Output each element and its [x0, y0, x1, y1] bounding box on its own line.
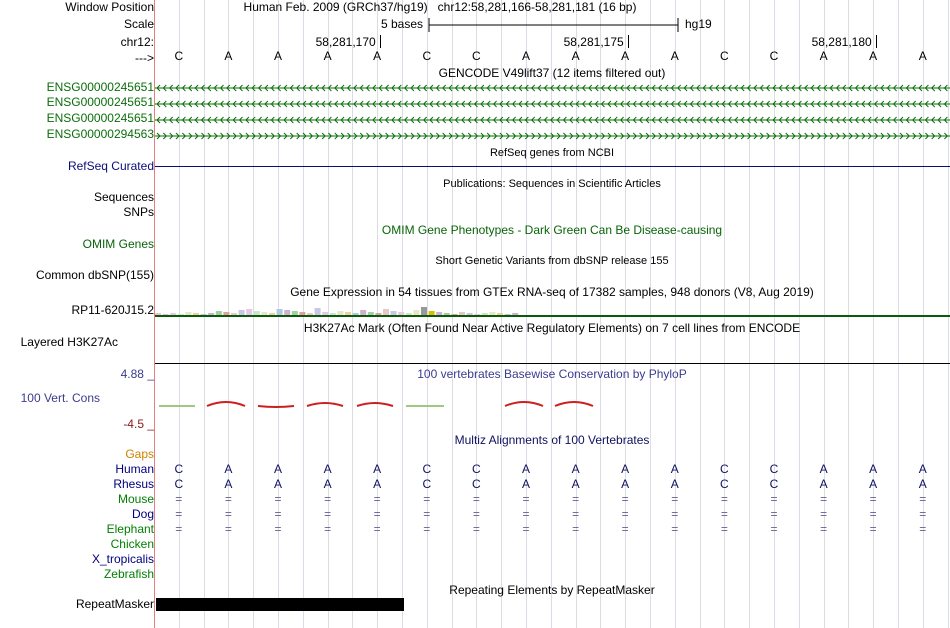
alignment-base: C — [422, 477, 432, 491]
alignment-base: = — [770, 507, 778, 521]
alignment-base: = — [175, 522, 183, 536]
species-label[interactable]: Elephant — [106, 522, 154, 536]
h3k27ac-baseline — [155, 363, 950, 364]
gtex-tissue-bar[interactable] — [307, 313, 313, 315]
alignment-base: = — [373, 507, 381, 521]
refseq-gene-line[interactable] — [155, 166, 950, 167]
alignment-base: = — [572, 522, 580, 536]
alignment-base: A — [869, 477, 878, 491]
repeat-element-block[interactable] — [156, 598, 404, 611]
gtex-tissue-bar[interactable] — [360, 310, 366, 315]
sequence-base: C — [472, 49, 481, 63]
gtex-tissue-bar[interactable] — [436, 312, 442, 315]
gtex-tissue-bar[interactable] — [353, 313, 359, 315]
gtex-tissue-bar[interactable] — [246, 309, 252, 315]
sequence-base: C — [422, 49, 432, 63]
sequence-base: A — [373, 49, 382, 63]
gtex-tissue-bar[interactable] — [170, 313, 176, 315]
alignment-base: C — [720, 462, 729, 476]
alignment-base: C — [174, 477, 184, 491]
cons-score-segment — [307, 403, 343, 406]
alignment-base: = — [423, 522, 431, 536]
label-omim[interactable]: OMIM Genes — [82, 237, 154, 251]
repeatmasker-title: Repeating Elements by RepeatMasker — [449, 583, 655, 597]
multiz-title: Multiz Alignments of 100 Vertebrates — [454, 433, 650, 447]
alignment-base: A — [918, 462, 927, 476]
dbsnp-title: Short Genetic Variants from dbSNP release 155 — [435, 255, 669, 267]
gtex-tissue-bar[interactable] — [429, 311, 435, 315]
alignment-base: = — [820, 492, 828, 506]
sequence-base: A — [869, 49, 878, 63]
alignment-base: = — [472, 492, 480, 506]
gene-track-line[interactable] — [155, 133, 950, 139]
sequence-base: A — [521, 49, 530, 63]
species-label[interactable]: Human — [115, 462, 154, 476]
gtex-tissue-bar[interactable] — [269, 313, 275, 315]
cons-title: 100 vertebrates Basewise Conservation by PhyloP — [417, 367, 687, 381]
gtex-tissue-bar[interactable] — [375, 313, 381, 315]
sequence-base: A — [273, 49, 282, 63]
ruler-tick-label: 58,281,175 — [563, 35, 624, 49]
gtex-tissue-bar[interactable] — [284, 310, 290, 315]
alignment-base: = — [423, 507, 431, 521]
gtex-tissue-bar[interactable] — [216, 311, 222, 315]
label-gene-4[interactable]: ENSG00000294563 — [46, 127, 154, 141]
gtex-tissue-bar[interactable] — [398, 312, 404, 315]
alignment-base: = — [820, 522, 828, 536]
ruler-tick-label: 58,281,170 — [315, 35, 376, 49]
gtex-tissue-bar[interactable] — [208, 313, 214, 315]
gtex-tissue-bar[interactable] — [254, 311, 260, 315]
gtex-tissue-bar[interactable] — [223, 312, 229, 315]
label-cons[interactable]: 100 Vert. Cons — [20, 391, 100, 405]
alignment-base: A — [621, 462, 630, 476]
label-cons-max: 4.88 _ — [120, 367, 154, 381]
label-strand-arrow[interactable]: ---> — [135, 51, 154, 65]
alignment-base: = — [373, 492, 381, 506]
label-chrom[interactable]: chr12: — [120, 35, 154, 49]
alignment-base: = — [373, 522, 381, 536]
cons-score-segment — [258, 406, 294, 407]
alignment-base: = — [770, 492, 778, 506]
gtex-tissue-bar[interactable] — [368, 312, 374, 315]
gtex-tissue-bar[interactable] — [330, 313, 336, 315]
species-label[interactable]: Zebrafish — [103, 567, 154, 581]
label-window-position[interactable]: Window Position — [65, 0, 154, 14]
gtex-tissue-bar[interactable] — [459, 312, 465, 315]
gtex-tissue-bar[interactable] — [231, 313, 237, 315]
alignment-base: A — [670, 462, 679, 476]
cons-score-segment — [505, 402, 543, 406]
alignment-base: C — [720, 477, 729, 491]
alignment-base: A — [670, 477, 679, 491]
alignment-base: = — [274, 522, 282, 536]
alignment-base: = — [720, 507, 728, 521]
label-gene-1[interactable]: ENSG00000245651 — [46, 80, 154, 94]
alignment-base: A — [819, 462, 828, 476]
alignment-base: = — [175, 507, 183, 521]
cons-score-segment — [555, 402, 593, 406]
label-repeatmasker[interactable]: RepeatMasker — [75, 597, 154, 611]
alignment-base: = — [671, 507, 679, 521]
gtex-tissue-bar[interactable] — [345, 312, 351, 315]
alignment-base: = — [224, 522, 232, 536]
label-scale[interactable]: Scale — [123, 17, 154, 31]
gtex-tissue-bar[interactable] — [413, 310, 419, 315]
alignment-base: = — [522, 492, 530, 506]
alignment-base: A — [373, 462, 382, 476]
alignment-base: = — [224, 507, 232, 521]
alignment-base: A — [571, 462, 580, 476]
alignment-base: A — [273, 462, 282, 476]
alignment-base: = — [919, 492, 927, 506]
sequence-base: A — [670, 49, 679, 63]
gtex-tissue-bar[interactable] — [421, 307, 427, 315]
gtex-tissue-bar[interactable] — [185, 312, 191, 315]
alignment-base: = — [820, 507, 828, 521]
label-h3k27ac[interactable]: Layered H3K27Ac — [20, 335, 118, 349]
alignment-base: A — [373, 477, 382, 491]
h3k27ac-title: H3K27Ac Mark (Often Found Near Active Regulatory Elements) on 7 cell lines from ENCODE — [303, 321, 801, 335]
alignment-base: A — [918, 477, 927, 491]
alignment-base: A — [521, 477, 530, 491]
cons-score-segment — [357, 403, 393, 406]
label-gene-2[interactable]: ENSG00000245651 — [46, 95, 154, 109]
position-range: chr12:58,281,166-58,281,181 (16 bp) — [437, 0, 637, 14]
gencode-genes[interactable] — [155, 80, 950, 150]
sequence-base: A — [918, 49, 927, 63]
gencode-title: GENCODE V49lift37 (12 items filtered out) — [438, 66, 666, 80]
label-gtex-gene[interactable]: RP11-620J15.2 — [71, 303, 154, 317]
label-snps[interactable]: SNPs — [123, 205, 154, 219]
alignment-base: = — [869, 522, 877, 536]
gtex-tissue-bar[interactable] — [383, 309, 389, 315]
scale-db: hg19 — [685, 17, 712, 31]
species-label[interactable]: Dog — [131, 507, 154, 521]
alignment-base: C — [472, 462, 481, 476]
gtex-tissue-bar[interactable] — [239, 310, 245, 315]
alignment-base: A — [621, 477, 630, 491]
scale-text: 5 bases — [380, 17, 424, 31]
label-sequences[interactable]: Sequences — [93, 190, 154, 204]
gtex-tissue-bar[interactable] — [322, 312, 328, 315]
gtex-tissue-bar[interactable] — [201, 314, 207, 315]
gtex-tissue-bar[interactable] — [299, 312, 305, 315]
alignment-base: = — [621, 507, 629, 521]
label-gaps[interactable]: Gaps — [125, 447, 154, 461]
ruler-tick-mark — [628, 35, 629, 48]
alignment-base: C — [769, 462, 779, 476]
assembly-title — [244, 0, 637, 15]
gene-track-line[interactable] — [155, 101, 950, 107]
alignment-base: C — [174, 462, 184, 476]
gtex-tissue-bar[interactable] — [505, 314, 511, 315]
gtex-tissue-bar[interactable] — [482, 313, 488, 315]
sequence-base: C — [769, 49, 779, 63]
alignment-base: = — [572, 492, 580, 506]
species-label[interactable]: Mouse — [117, 492, 154, 506]
alignment-base: = — [572, 507, 580, 521]
gtex-tissue-bar[interactable] — [292, 311, 298, 315]
gtex-tissue-bar[interactable] — [261, 312, 267, 315]
gtex-tissue-bar[interactable] — [155, 313, 161, 315]
gtex-tissue-bar[interactable] — [451, 314, 457, 315]
alignment-base: C — [472, 477, 481, 491]
sequence-base: A — [571, 49, 580, 63]
ruler-tick-mark — [876, 35, 877, 48]
gtex-bars[interactable] — [155, 303, 950, 317]
cons-score-segment — [207, 402, 245, 406]
sequence-base: A — [819, 49, 828, 63]
alignment-base: = — [919, 507, 927, 521]
gtex-tissue-bar[interactable] — [406, 313, 412, 315]
gtex-tissue-bar[interactable] — [193, 313, 199, 315]
alignment-base: = — [869, 492, 877, 506]
assembly-name: Human Feb. 2009 (GRCh37/hg19) — [243, 0, 428, 14]
gtex-tissue-bar[interactable] — [512, 313, 518, 315]
alignment-base: = — [274, 492, 282, 506]
cons-wiggle[interactable] — [155, 398, 950, 418]
gene-track-line[interactable] — [155, 85, 950, 91]
ruler-tick-label: 58,281,180 — [811, 35, 872, 49]
gtex-title: Gene Expression in 54 tissues from GTEx RNA-seq of 17382 samples, 948 donors (V8, Aug 2019) — [290, 285, 814, 299]
alignment-base: A — [273, 477, 282, 491]
alignment-base: = — [770, 522, 778, 536]
sequence-base: A — [621, 49, 630, 63]
alignment-base: = — [324, 522, 332, 536]
alignment-base: A — [323, 477, 332, 491]
alignment-base: = — [919, 522, 927, 536]
species-label[interactable]: X_tropicalis — [91, 552, 154, 566]
alignment-base: = — [720, 492, 728, 506]
label-refseq[interactable]: RefSeq Curated — [67, 159, 154, 173]
ruler-tick-mark — [380, 35, 381, 48]
gtex-tissue-bar[interactable] — [337, 311, 343, 315]
gene-track-line[interactable] — [155, 117, 950, 123]
alignment-base: = — [720, 522, 728, 536]
label-dbsnp[interactable]: Common dbSNP(155) — [35, 268, 154, 282]
alignment-base: = — [175, 492, 183, 506]
alignment-base: A — [224, 477, 233, 491]
alignment-base: A — [819, 477, 828, 491]
alignment-base: = — [224, 492, 232, 506]
alignment-base: = — [522, 507, 530, 521]
omim-title: OMIM Gene Phenotypes - Dark Green Can Be Disease-causing — [381, 223, 723, 237]
alignment-base: A — [869, 462, 878, 476]
scale-bar — [425, 16, 685, 36]
gtex-tissue-bar[interactable] — [467, 313, 473, 315]
alignment-base: A — [521, 462, 530, 476]
sequence-base: C — [174, 49, 184, 63]
alignment-base: = — [869, 507, 877, 521]
refseq-title: RefSeq genes from NCBI — [489, 147, 615, 159]
gtex-tissue-bar[interactable] — [489, 312, 495, 315]
sequence-base: A — [224, 49, 233, 63]
species-label[interactable]: Chicken — [110, 537, 154, 551]
alignment-base: A — [323, 462, 332, 476]
alignment-base: A — [571, 477, 580, 491]
alignment-base: = — [621, 492, 629, 506]
label-gene-3[interactable]: ENSG00000245651 — [46, 111, 154, 125]
sequence-base: C — [720, 49, 729, 63]
alignment-base: C — [422, 462, 432, 476]
alignment-base: = — [324, 492, 332, 506]
gtex-tissue-bar[interactable] — [391, 311, 397, 315]
alignment-base: = — [472, 507, 480, 521]
alignment-base: = — [621, 522, 629, 536]
gtex-tissue-bar[interactable] — [444, 313, 450, 315]
gtex-tissue-bar[interactable] — [178, 314, 184, 315]
gtex-tissue-bar[interactable] — [497, 313, 503, 315]
gtex-tissue-bar[interactable] — [315, 308, 321, 315]
alignment-base: = — [423, 492, 431, 506]
gtex-tissue-bar[interactable] — [277, 309, 283, 315]
publications-title: Publications: Sequences in Scientific Articles — [443, 178, 661, 190]
alignment-base: = — [324, 507, 332, 521]
label-cons-min: -4.5 _ — [123, 417, 154, 431]
alignment-base: C — [769, 477, 779, 491]
alignment-base: = — [522, 522, 530, 536]
alignment-base: = — [274, 507, 282, 521]
alignment-base: = — [671, 492, 679, 506]
gtex-tissue-bar[interactable] — [163, 314, 169, 315]
species-label[interactable]: Rhesus — [113, 477, 154, 491]
sequence-base: A — [323, 49, 332, 63]
alignment-base: = — [671, 522, 679, 536]
alignment-base: = — [472, 522, 480, 536]
alignment-base: A — [224, 462, 233, 476]
gtex-tissue-bar[interactable] — [474, 314, 480, 315]
